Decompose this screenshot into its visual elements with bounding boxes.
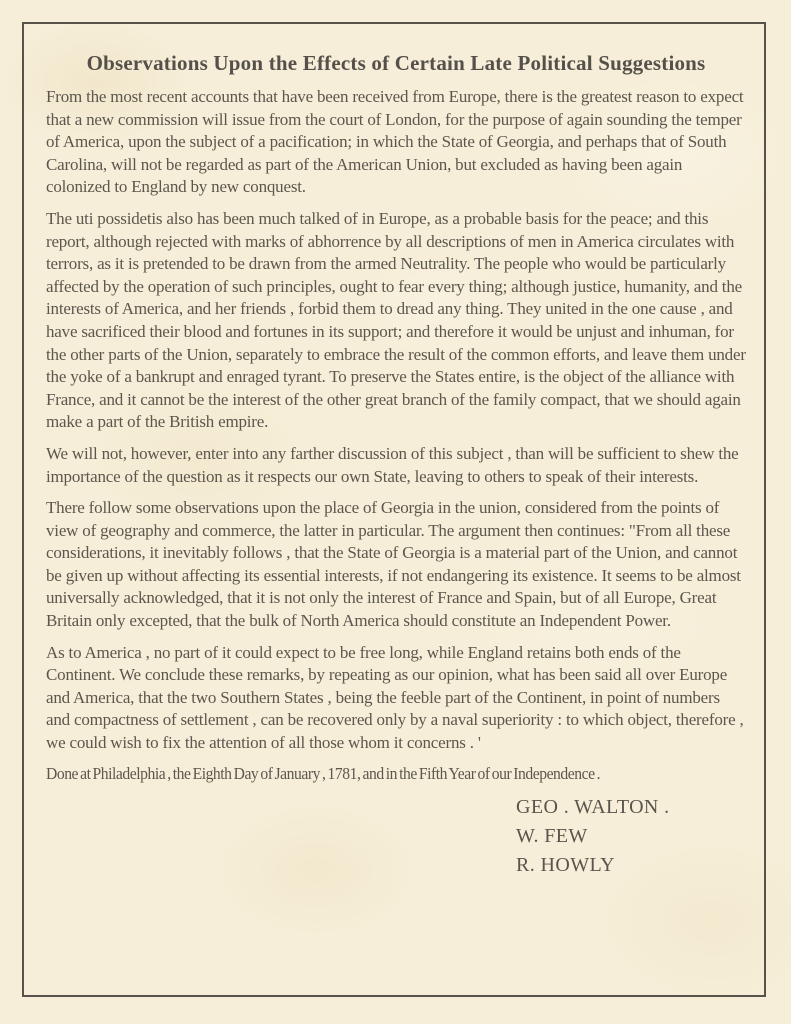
body-paragraph: We will not, however, enter into any farther discussion of this subject , than will be sufficient to shew the importance of the question as it respects our own State, leaving to others to speak of their interests. — [46, 443, 739, 486]
body-paragraph: As to America , no part of it could expect to be free long, while England retains both ends of the Continent. We conclude these remarks, by repeating as our opinion, what has been said all over Europe and America, that the two Southern States , being the feeble part of the Continent, in point of numbers and compactness of settlement , can be recovered only by a naval superiority : to which object, therefore , we could wish to fix the attention of all those whom it concerns . ' — [46, 642, 744, 753]
signature-block — [516, 793, 746, 880]
document-title: Observations Upon the Effects of Certain Late Political Suggestions — [86, 51, 706, 75]
signature: W. FEW — [516, 824, 588, 847]
body-paragraph: The uti possidetis also has been much talked of in Europe, as a probable basis for the peace; and this report, although rejected with marks of abhorrence by all descriptions of men in America circulates with terrors, as it is pretended to be drawn from the armed Neutrality. The people who would be particularly affected by the operation of such principles, ought to fear every thing; although justice, humanity, and the interests of America, and her friends , forbid them to dread any thing. They united in the one cause , and have sacrificed their blood and fortunes in its support; and therefore it would be unjust and inhuman, for the other parts of the Union, separately to embrace the result of the common efforts, and leave them under the yoke of a bankrupt and enraged tyrant. To preserve the States entire, is the object of the alliance with France, and it cannot be the interest of the other great branch of the family compact, that we should again make a part of the British empire. — [46, 208, 746, 432]
body-paragraph: There follow some observations upon the place of Georgia in the union, considered from the points of view of geography and commerce, the latter in particular. The argument then continues: "From all these considerations, it inevitably follows , that the State of Georgia is a material part of the Union, and cannot be given up without affecting its essential interests, if not endangering its existence. It seems to be almost universally acknowledged, that it is not only the interest of France and Spain, but of all Europe, Great Britain only excepted, that the bulk of North America should constitute an Independent Power. — [46, 498, 741, 631]
signature: R. HOWLY — [516, 853, 615, 876]
dateline-row — [46, 764, 746, 787]
dateline: Done at Philadelphia , the Eighth Day of January , 1781, and in the Fifth Year of our Independence . — [46, 763, 601, 783]
document-content — [46, 50, 746, 880]
signature: GEO . WALTON . — [516, 795, 670, 818]
body-paragraph: From the most recent accounts that have been received from Europe, there is the greatest reason to expect that a new commission will issue from the court of London, for the purpose of again sounding the temper of America, upon the subject of a pacification; in which the State of Georgia, and perhaps that of South Carolina, will not be regarded as part of the American Union, but excluded as having been again colonized to England by new conquest. — [46, 87, 744, 197]
